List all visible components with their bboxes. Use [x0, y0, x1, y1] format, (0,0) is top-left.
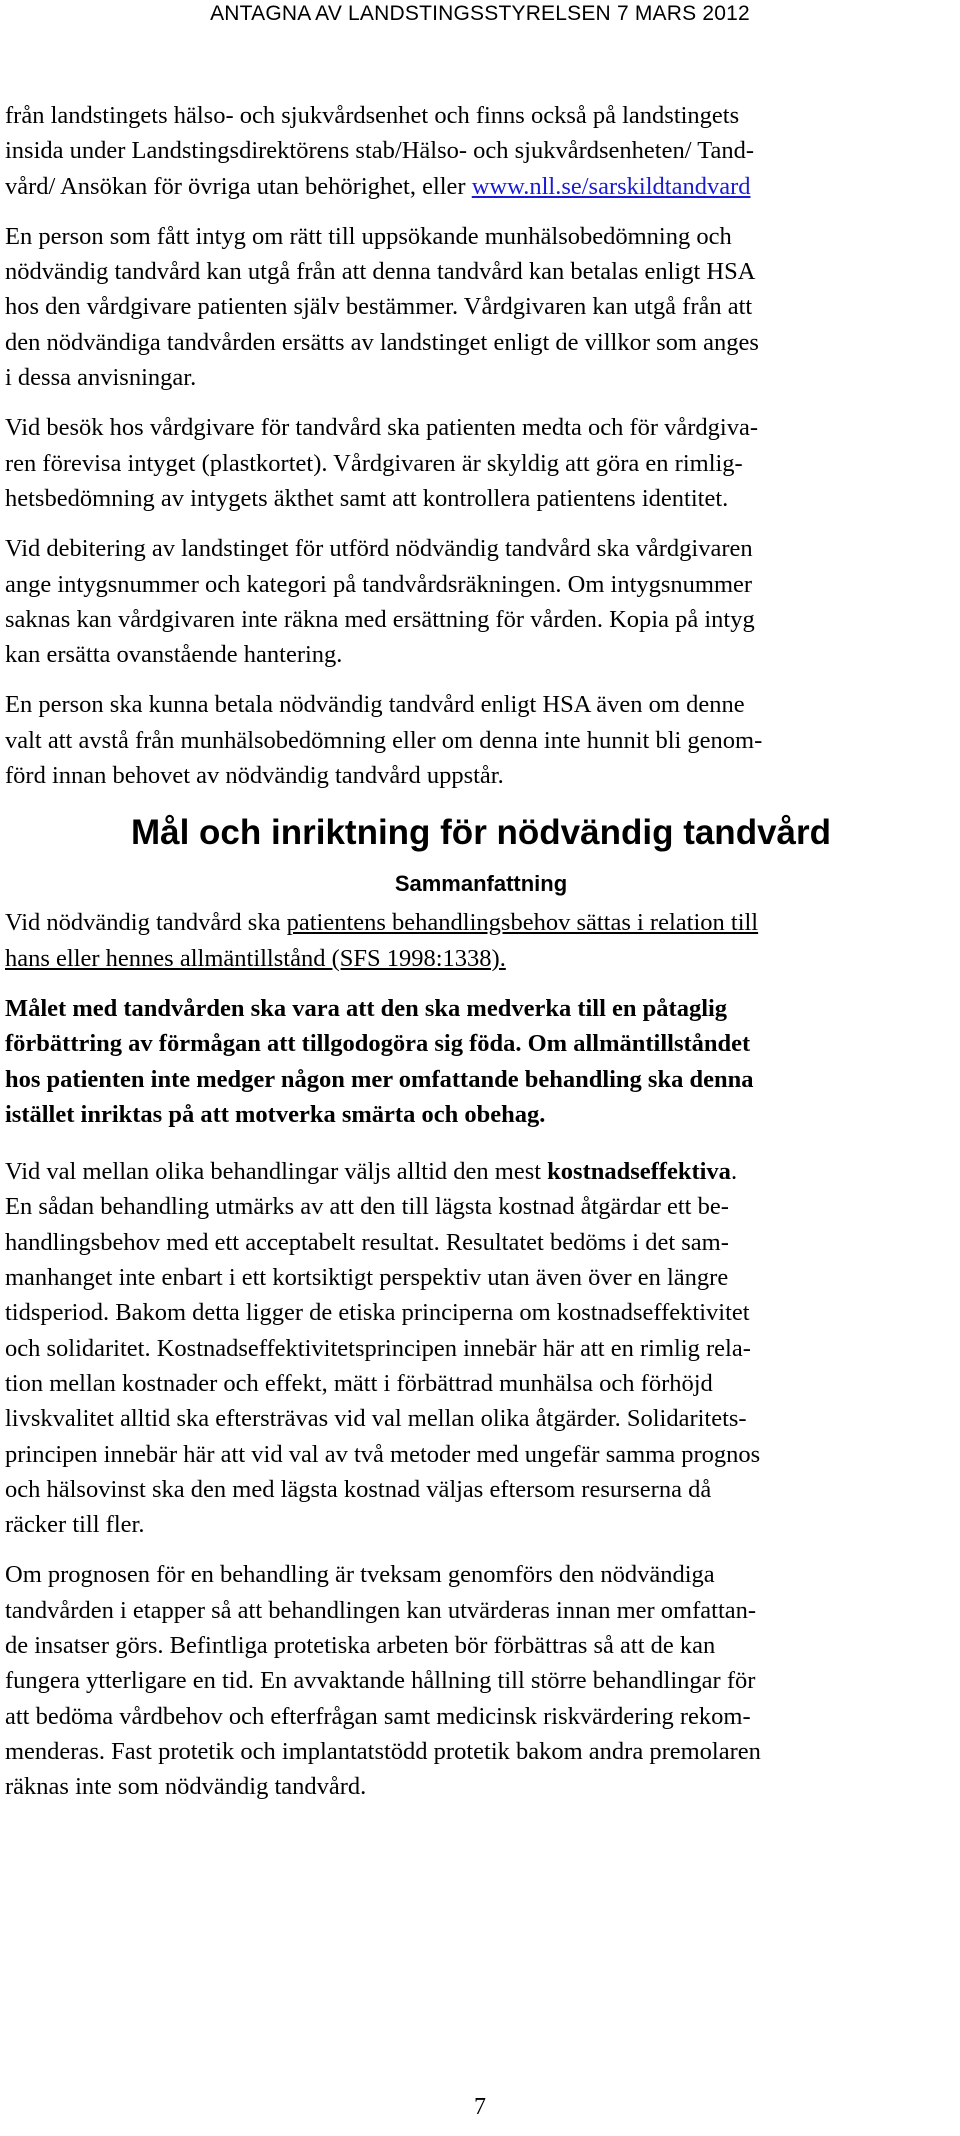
- text-line: nödvändig tandvård kan utgå från att denna tandvård kan betalas enligt HSA: [5, 258, 756, 286]
- paragraph-goal: [5, 991, 957, 1132]
- text-line: En person ska kunna betala nödvändig tandvård enligt HSA även om denne: [5, 691, 745, 719]
- underlined-text: patientens behandlingsbehov sättas i relation till: [286, 909, 759, 937]
- paragraph-cost-effectiveness: [5, 1154, 957, 1542]
- text-line: ange intygsnummer och kategori på tandvårdsräkningen. Om intygsnummer: [5, 570, 753, 598]
- text-line: fungera ytterligare en tid. En avvaktande hållning till större behandlingar för: [5, 1667, 756, 1695]
- text-line: ren förevisa intyget (plastkortet). Vårdgivaren är skyldig att göra en rimlig-: [5, 449, 743, 477]
- text-segment: .: [730, 1158, 738, 1186]
- text-line: och hälsovinst ska den med lägsta kostnad väljas eftersom resurserna då: [5, 1475, 712, 1503]
- text-line: räknas inte som nödvändig tandvård.: [5, 1773, 367, 1801]
- text-line: [5, 1154, 957, 1189]
- paragraph-summary: [5, 905, 957, 976]
- text-line: istället inriktas på att motverka smärta och obehag.: [5, 1100, 546, 1128]
- text-line: och solidaritet. Kostnadseffektivitetsprincipen innebär här att en rimlig rela-: [5, 1334, 751, 1362]
- text-line: från landstingets hälso- och sjukvårdsenhet och finns också på landstingets: [5, 102, 740, 129]
- text-line: menderas. Fast protetik och implantatstödd protetik bakom andra premolaren: [5, 1737, 761, 1765]
- text-segment: Vid nödvändig tandvård ska: [5, 909, 287, 937]
- text-line: livskvalitet alltid ska eftersträvas vid val mellan olika åtgärder. Solidaritets-: [5, 1405, 747, 1433]
- text-line: Vid debitering av landstinget för utförd nödvändig tandvård ska vårdgivaren: [5, 535, 753, 563]
- text-line: hos patienten inte medger någon mer omfattande behandling ska denna: [5, 1065, 754, 1093]
- page-header: ANTAGNA AV LANDSTINGSSTYRELSEN 7 MARS 2012: [210, 2, 750, 25]
- text-line: räcker till fler.: [5, 1511, 145, 1539]
- text-segment: vård/ Ansökan för övriga utan behörighet, eller: [5, 172, 472, 200]
- underlined-text: hans eller hennes allmäntillstånd (SFS 1998:1338).: [5, 944, 506, 972]
- text-line: den nödvändiga tandvården ersätts av landstinget enligt de villkor som anges: [5, 328, 759, 356]
- text-line: tion mellan kostnader och effekt, mätt i förbättrad munhälsa och förhöjd: [5, 1369, 713, 1397]
- text-line: En person som fått intyg om rätt till uppsökande munhälsobedömning och: [5, 222, 732, 250]
- paragraph-visit: [5, 410, 957, 516]
- paragraph-prognosis: [5, 1557, 957, 1804]
- section-subtitle: Sammanfattning: [394, 871, 568, 897]
- text-line: valt att avstå från munhälsobedömning eller om denna inte hunnit bli genom-: [5, 726, 763, 754]
- text-line: förbättring av förmågan att tillgodogöra sig föda. Om allmäntillståndet: [5, 1030, 751, 1058]
- text-segment: Vid val mellan olika behandlingar väljs alltid den mest: [5, 1158, 548, 1186]
- paragraph-certificate-rights: [5, 219, 957, 395]
- text-line: Vid besök hos vårdgivare för tandvård ska patienten medta och för vårdgiva-: [5, 414, 759, 442]
- text-line: [5, 169, 957, 204]
- text-line: handlingsbehov med ett acceptabelt resultat. Resultatet bedöms i det sam-: [5, 1228, 729, 1256]
- text-line: principen innebär här att vid val av två metoder med ungefär samma prognos: [5, 1440, 761, 1468]
- text-line: hos den vårdgivare patienten själv bestämmer. Vårdgivaren kan utgå från att: [5, 293, 753, 321]
- text-line: i dessa anvisningar.: [5, 364, 197, 392]
- paragraph-billing: [5, 531, 957, 672]
- text-line: Målet med tandvården ska vara att den ska medverka till en påtaglig: [5, 994, 728, 1022]
- text-line: förd innan behovet av nödvändig tandvård uppstår.: [5, 762, 504, 790]
- text-line: hetsbedömning av intygets äkthet samt att kontrollera patientens identitet.: [5, 484, 729, 512]
- page-number: 7: [474, 2094, 486, 2120]
- paragraph-application-info: [5, 98, 957, 204]
- text-line: kan ersätta ovanstående hantering.: [5, 641, 343, 669]
- text-line: saknas kan vårdgivaren inte räkna med ersättning för vården. Kopia på intyg: [5, 605, 755, 633]
- text-line: att bedöma vårdbehov och efterfrågan samt medicinsk riskvärdering rekom-: [5, 1702, 751, 1730]
- text-line: [5, 905, 957, 940]
- bold-text: kostnadseffektiva: [547, 1158, 731, 1186]
- section-title: Mål och inriktning för nödvändig tandvård: [130, 813, 832, 853]
- text-line: tandvården i etapper så att behandlingen kan utvärderas innan mer omfattan-: [5, 1596, 757, 1624]
- text-line: En sådan behandling utmärks av att den till lägsta kostnad åtgärdar ett be-: [5, 1193, 729, 1221]
- text-line: tidsperiod. Bakom detta ligger de etiska principerna om kostnadseffektivitet: [5, 1299, 750, 1327]
- document-body: [5, 98, 957, 1819]
- text-line: Om prognosen för en behandling är tveksam genomförs den nödvändiga: [5, 1561, 715, 1589]
- text-line: manhanget inte enbart i ett kortsiktigt perspektiv utan även över en längre: [5, 1264, 729, 1292]
- text-line: de insatser görs. Befintliga protetiska arbeten bör förbättras så att de kan: [5, 1631, 716, 1659]
- text-line: insida under Landstingsdirektörens stab/Hälso- och sjukvårdsenheten/ Tand-: [5, 137, 754, 165]
- paragraph-payment: [5, 687, 957, 793]
- sarskildtandvard-link[interactable]: www.nll.se/sarskildtandvard: [471, 172, 751, 200]
